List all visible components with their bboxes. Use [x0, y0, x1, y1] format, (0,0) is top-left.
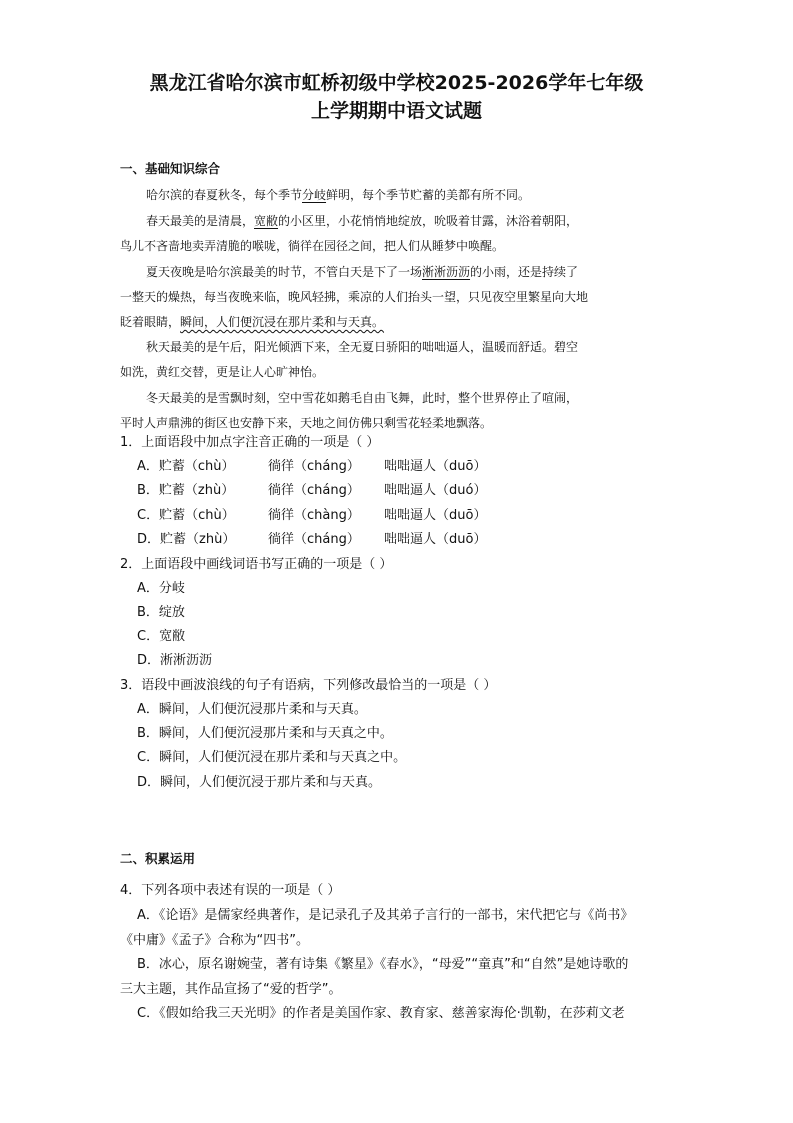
- question-4-stem: 4．下列各项中表述有误的一项是（ ）: [120, 883, 341, 898]
- passage-paragraph-3-line-1: [146, 263, 578, 281]
- option-text: 咄咄逼人（duó）: [384, 483, 487, 498]
- option-text: 咄咄逼人（duō）: [384, 459, 487, 474]
- question-4-option-b-line-2: 三大主题，其作品宣扬了“爱的哲学”。: [120, 982, 342, 997]
- exam-title-line1: 黑龙江省哈尔滨市虹桥初级中学校2025-2026学年七年级: [149, 72, 644, 94]
- question-3-option-a[interactable]: A．瞬间，人们便沉浸那片柔和与天真。: [137, 702, 367, 717]
- underlined-word: 淅淅沥沥: [422, 265, 471, 279]
- question-3-option-d[interactable]: D．瞬间，人们便沉浸于那片柔和与天真。: [137, 775, 382, 790]
- option-text: 徜徉（cháng）: [268, 459, 360, 474]
- passage-text: 眨着眼睛，: [120, 315, 181, 329]
- question-4-option-a-line-1[interactable]: A．《论语》是儒家经典著作，是记录孔子及其弟子言行的一部书，宋代把它与《尚书》: [137, 908, 634, 923]
- question-2-option-a[interactable]: A．分岐: [137, 581, 185, 596]
- underlined-word: 分岐: [302, 188, 327, 202]
- question-3-option-c[interactable]: C．瞬间，人们便沉浸在那片柔和与天真之中。: [137, 750, 407, 765]
- option-text: 咄咄逼人（duō）: [384, 532, 487, 547]
- passage-text: 夏天夜晚是哈尔滨最美的时节，不管白天是下了一场: [146, 265, 423, 279]
- question-1-stem: 1．上面语段中加点字注音正确的一项是（ ）: [120, 435, 380, 450]
- option-label: D．贮蓄（zhù）: [137, 532, 236, 547]
- passage-paragraph-2-line-2: 鸟儿不吝啬地卖弄清脆的喉咙，徜徉在园径之间，把人们从睡梦中唤醒。: [120, 239, 505, 253]
- passage-paragraph-4-line-2: 如洗，黄红交替，更是让人心旷神怡。: [120, 365, 325, 379]
- question-1-option-b[interactable]: [137, 481, 497, 501]
- question-1-option-c[interactable]: [137, 506, 497, 526]
- passage-paragraph-2-line-1: [146, 212, 578, 230]
- passage-paragraph-3-line-3: [120, 313, 384, 331]
- passage-text: 的小区里，小花悄悄地绽放，吮吸着甘露，沐浴着朝阳，: [278, 214, 579, 228]
- passage-text: 的小雨，还是持续了: [470, 265, 579, 279]
- option-label: B．贮蓄（zhù）: [137, 483, 235, 498]
- option-text: 徜徉（chàng）: [268, 508, 360, 523]
- option-label: A．贮蓄（chù）: [137, 459, 235, 474]
- option-text: 咄咄逼人（duō）: [384, 508, 487, 523]
- option-text: 徜徉（cháng）: [268, 483, 360, 498]
- question-4-option-b-line-1[interactable]: B．冰心，原名谢婉莹，著有诗集《繁星》《春水》，“母爱”“童真”和“自然”是她诗歌的: [137, 957, 629, 972]
- section-heading-1: 一、基础知识综合: [120, 161, 221, 176]
- exam-title-line2: 上学期期中语文试题: [310, 100, 482, 122]
- question-4-option-c-line-1[interactable]: C．《假如给我三天光明》的作者是美国作家、教育家、慈善家海伦·凯勒，在莎莉文老: [137, 1006, 625, 1021]
- option-text: 徜徉（cháng）: [268, 532, 360, 547]
- passage-text: 春天最美的是清晨，: [146, 214, 255, 228]
- option-label: C．贮蓄（chù）: [137, 508, 235, 523]
- question-2-option-d[interactable]: D．淅淅沥沥: [137, 653, 213, 668]
- passage-paragraph-3-line-2: 一整天的燥热，每当夜晚来临，晚风轻拂，乘凉的人们抬头一望，只见夜空里繁星向大地: [120, 290, 589, 304]
- question-1-option-d[interactable]: [137, 530, 497, 550]
- question-3-option-b[interactable]: B．瞬间，人们便沉浸那片柔和与天真之中。: [137, 726, 393, 741]
- wavy-underlined-sentence: 瞬间，人们便沉浸在那片柔和与天真。: [180, 315, 385, 329]
- question-4-option-a-line-2: 《中庸》《孟子》合称为“四书”。: [120, 933, 309, 948]
- question-2-option-b[interactable]: B．绽放: [137, 605, 185, 620]
- passage-paragraph-5-line-1: 冬天最美的是雪飘时刻，空中雪花如鹅毛自由飞舞，此时，整个世界停止了喧闹，: [146, 391, 579, 405]
- question-2-stem: 2．上面语段中画线词语书写正确的一项是（ ）: [120, 557, 393, 572]
- passage-paragraph-1: [146, 186, 530, 204]
- underlined-word: 宽敝: [254, 214, 279, 228]
- question-3-stem: 3．语段中画波浪线的句子有语病，下列修改最恰当的一项是（ ）: [120, 678, 497, 693]
- passage-text: 鲜明，每个季节贮蓄的美都有所不同。: [326, 188, 531, 202]
- passage-text: 哈尔滨的春夏秋冬，每个季节: [146, 188, 303, 202]
- passage-paragraph-5-line-2: 平时人声鼎沸的街区也安静下来，天地之间仿佛只剩雪花轻柔地飘落。: [120, 416, 493, 430]
- question-1-option-a[interactable]: [137, 457, 497, 477]
- question-2-option-c[interactable]: C．宽敝: [137, 629, 186, 644]
- section-heading-2: 二、积累运用: [120, 851, 196, 866]
- passage-paragraph-4-line-1: 秋天最美的是午后，阳光倾洒下来，全无夏日骄阳的咄咄逼人，温暖而舒适。碧空: [146, 340, 579, 354]
